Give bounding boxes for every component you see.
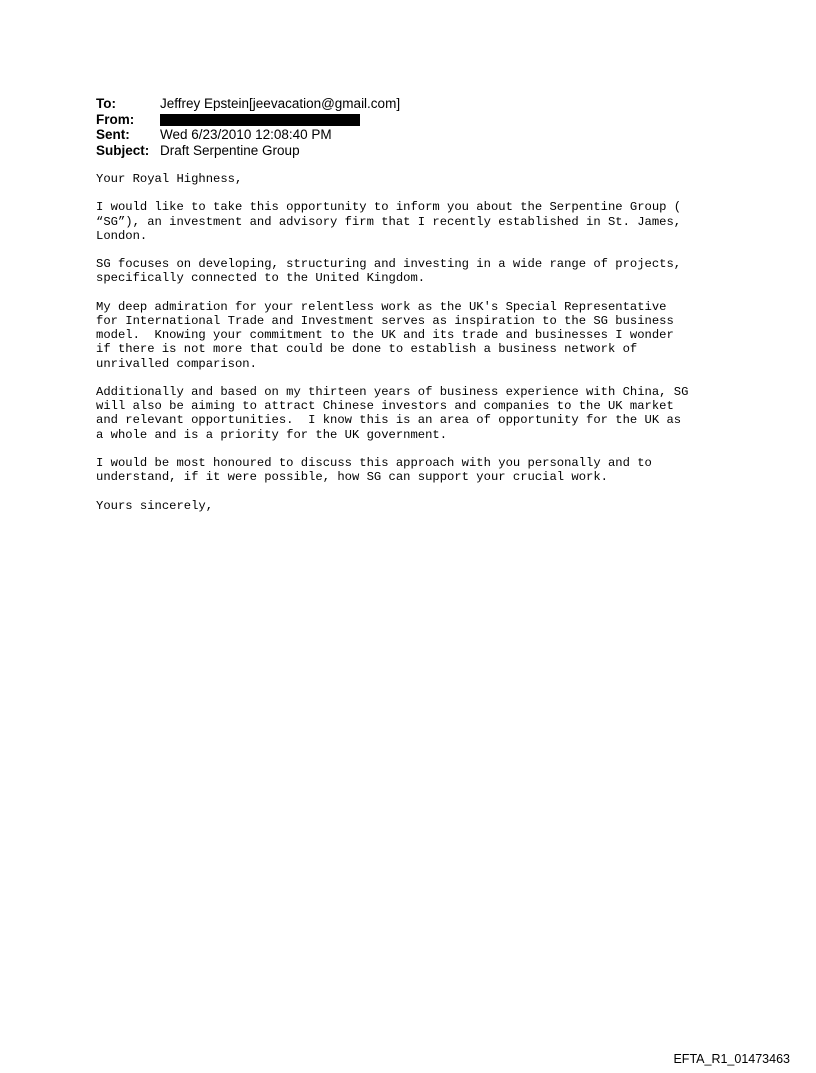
email-body: [96, 172, 776, 527]
from-redaction-bar: [160, 114, 360, 126]
to-label: To:: [96, 96, 116, 111]
paragraph-intro: I would like to take this opportunity to inform you about the Serpentine Group ( “SG”), an investment and advisory firm that I recently established in St. James, London.: [96, 200, 682, 243]
closing: Yours sincerely,: [96, 498, 214, 513]
sent-label: Sent:: [96, 127, 130, 142]
email-header: [96, 96, 400, 158]
sent-row: [96, 127, 400, 143]
paragraph-admiration: My deep admiration for your relentless work as the UK's Special Representative for International Trade and Investment serves as inspiration to the SG business model. Knowing your commitment to the UK and its trade and businesses I wonder if there is not more that could be done to establish a business network of unrivalled comparison.: [96, 299, 674, 371]
document-id: EFTA_R1_01473463: [673, 1052, 790, 1066]
from-row: [96, 112, 400, 128]
salutation: Your Royal Highness,: [96, 172, 243, 186]
subject-value: Draft Serpentine Group: [160, 142, 300, 158]
paragraph-china: Additionally and based on my thirteen years of business experience with China, SG will also be aiming to attract Chinese investors and companies to the UK market and relevant opportunities. I know this is an area of opportunity for the UK as a whole and is a priority for the UK government.: [96, 384, 689, 442]
paragraph-request: I would be most honoured to discuss this approach with you personally and to understand, if it were possible, how SG can support your crucial work.: [96, 455, 652, 485]
sent-value: Wed 6/23/2010 12:08:40 PM: [160, 127, 332, 142]
to-value: Jeffrey Epstein[jeevacation@gmail.com]: [160, 96, 401, 111]
to-row: [96, 96, 400, 112]
subject-row: [96, 143, 400, 159]
from-label: From:: [96, 111, 135, 127]
subject-label: Subject:: [96, 142, 150, 158]
paragraph-focus: SG focuses on developing, structuring and investing in a wide range of projects, specifically connected to the United Kingdom.: [96, 257, 682, 286]
